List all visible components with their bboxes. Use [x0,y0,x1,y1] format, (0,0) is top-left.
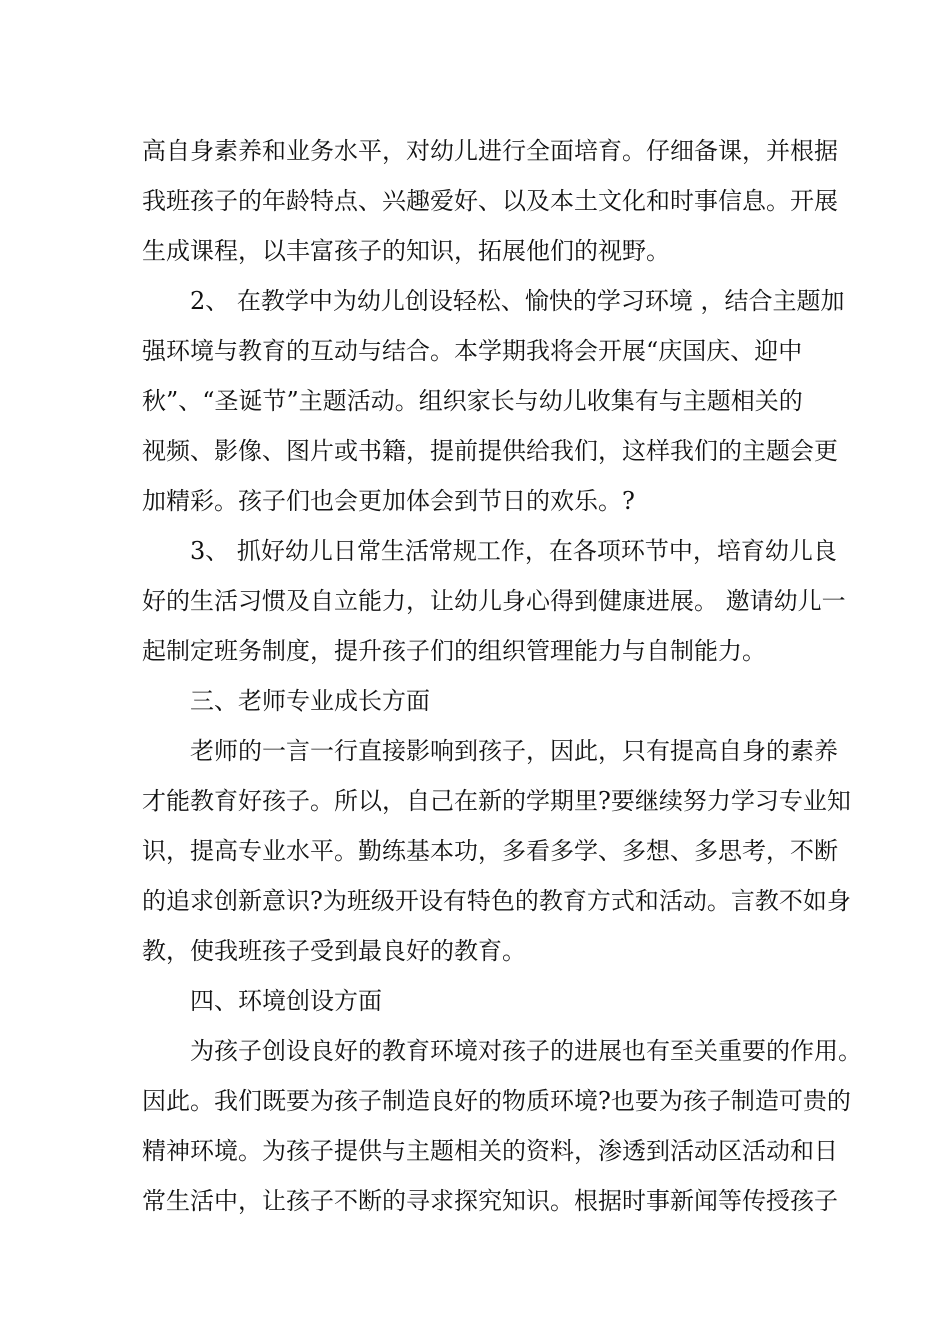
text-line: 视频、影像、图片或书籍，提前提供给我们，这样我们的主题会更 [142,437,838,465]
section-heading-environment: 四、环境创设方面 [190,987,382,1015]
paragraph-teacher-start: 老师的一言一行直接影响到孩子，因此，只有提高自身的素养 [190,737,838,765]
paragraph-environment-start: 为孩子创设良好的教育环境对孩子的进展也有至关重要的作用。 [190,1037,862,1065]
text-line: 秋”、“圣诞节”主题活动。组织家长与幼儿收集有与主题相关的 [142,387,803,415]
text-line: 的追求创新意识?为班级开设有特色的教育方式和活动。言教不如身 [142,887,851,915]
text-line: 起制定班务制度，提升孩子们的组织管理能力与自制能力。 [142,637,766,665]
text-line: 好的生活习惯及自立能力，让幼儿身心得到健康进展。 邀请幼儿一 [142,587,846,615]
text-line: 生成课程，以丰富孩子的知识，拓展他们的视野。 [142,237,670,265]
text-line: 才能教育好孩子。所以，自己在新的学期里?要继续努力学习专业知 [142,787,851,815]
paragraph-2-start: 2、 在教学中为幼儿创设轻松、愉快的学习环境 ，结合主题加 [190,287,845,315]
text-line: 常生活中，让孩子不断的寻求探究知识。根据时事新闻等传授孩子 [142,1187,838,1215]
text-line: 我班孩子的年龄特点、兴趣爱好、以及本土文化和时事信息。开展 [142,187,838,215]
text-line: 识，提高专业水平。勤练基本功，多看多学、多想、多思考，不断 [142,837,838,865]
text-line: 高自身素养和业务水平，对幼儿进行全面培育。仔细备课，并根据 [142,137,838,165]
paragraph-3-start: 3、 抓好幼儿日常生活常规工作，在各项环节中，培育幼儿良 [190,537,837,565]
text-line: 因此。我们既要为孩子制造良好的物质环境?也要为孩子制造可贵的 [142,1087,851,1115]
text-line: 加精彩。孩子们也会更加体会到节日的欢乐。? [142,487,635,515]
text-line: 教，使我班孩子受到最良好的教育。 [142,937,526,965]
text-line: 精神环境。为孩子提供与主题相关的资料，渗透到活动区活动和日 [142,1137,838,1165]
text-line: 强环境与教育的互动与结合。本学期我将会开展“庆国庆、迎中 [142,337,803,365]
section-heading-teacher-growth: 三、老师专业成长方面 [190,687,430,715]
